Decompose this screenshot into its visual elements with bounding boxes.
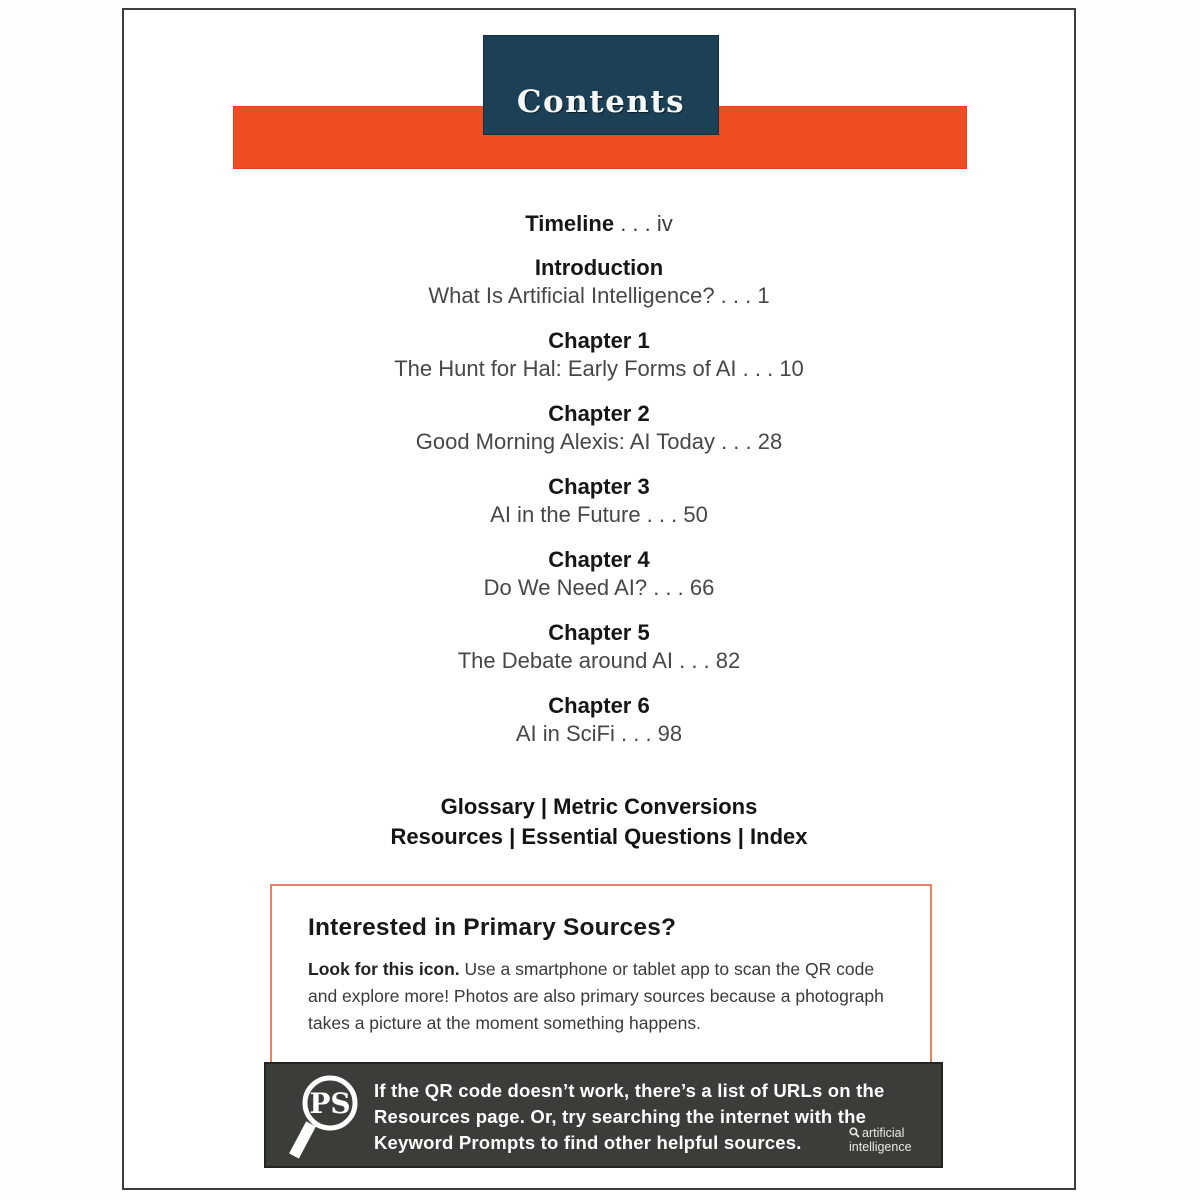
toc-entry-timeline (124, 210, 1074, 238)
back-matter-list (124, 792, 1074, 852)
toc-entry-chapter-4 (124, 546, 1074, 602)
primary-sources-title: Interested in Primary Sources? (308, 914, 677, 941)
toc-title: Do We Need AI? . . . 66 (483, 575, 715, 600)
toc-heading: Chapter 3 (548, 474, 650, 499)
keyword-prompt (849, 1126, 931, 1154)
toc-entry-chapter-1 (124, 327, 1074, 383)
toc-heading: Chapter 2 (548, 401, 650, 426)
toc-entry-chapter-6 (124, 692, 1074, 748)
toc-title: The Debate around AI . . . 82 (457, 648, 741, 673)
page-title: Contents (516, 84, 686, 120)
toc-entry-introduction (124, 254, 1074, 310)
contents-title-box (483, 35, 719, 135)
ps-banner-line-1: If the QR code doesn’t work, there’s a list of URLs on the (374, 1080, 885, 1101)
primary-sources-box (270, 884, 932, 1072)
keyword-prompt-text: artificial intelligence (849, 1126, 912, 1154)
toc-heading: Chapter 4 (548, 547, 650, 572)
toc-heading: Chapter 6 (548, 693, 650, 718)
ps-banner-line-2: Resources page. Or, try searching the internet with the (374, 1106, 867, 1127)
toc-entry-chapter-3 (124, 473, 1074, 529)
toc-entry-chapter-5 (124, 619, 1074, 675)
table-of-contents (124, 210, 1074, 852)
toc-title: AI in SciFi . . . 98 (515, 721, 683, 746)
toc-heading: Timeline (525, 211, 615, 236)
toc-heading: Chapter 1 (548, 328, 650, 353)
toc-title: What Is Artificial Intelligence? . . . 1 (428, 283, 770, 308)
toc-title: The Hunt for Hal: Early Forms of AI . . . 10 (394, 356, 804, 381)
back-matter-line-1: Glossary | Metric Conversions (440, 794, 758, 819)
primary-sources-text (308, 956, 894, 1037)
toc-heading: Introduction (534, 255, 664, 280)
search-icon (849, 1127, 860, 1138)
toc-page-ref: . . . iv (614, 211, 673, 236)
primary-sources-line-3: takes a picture at the moment something happens. (308, 1013, 702, 1033)
ps-magnifier-icon (284, 1072, 368, 1164)
ps-banner (264, 1062, 943, 1168)
svg-text:PS: PS (309, 1087, 351, 1120)
toc-heading: Chapter 5 (548, 620, 650, 645)
toc-entry-chapter-2 (124, 400, 1074, 456)
ps-banner-text (374, 1078, 884, 1156)
ps-banner-line-3: Keyword Prompts to find other helpful sources. (374, 1132, 802, 1153)
book-page (122, 8, 1076, 1190)
toc-title: AI in the Future . . . 50 (490, 502, 708, 527)
primary-sources-line-2: and explore more! Photos are also primary sources because a photograph (308, 986, 884, 1006)
toc-title: Good Morning Alexis: AI Today . . . 28 (415, 429, 783, 454)
primary-sources-line-1: Look for this icon. Use a smartphone or tablet app to scan the QR code (308, 959, 875, 979)
back-matter-line-2: Resources | Essential Questions | Index (390, 824, 808, 849)
primary-sources-lead: Look for this icon. (308, 959, 460, 979)
